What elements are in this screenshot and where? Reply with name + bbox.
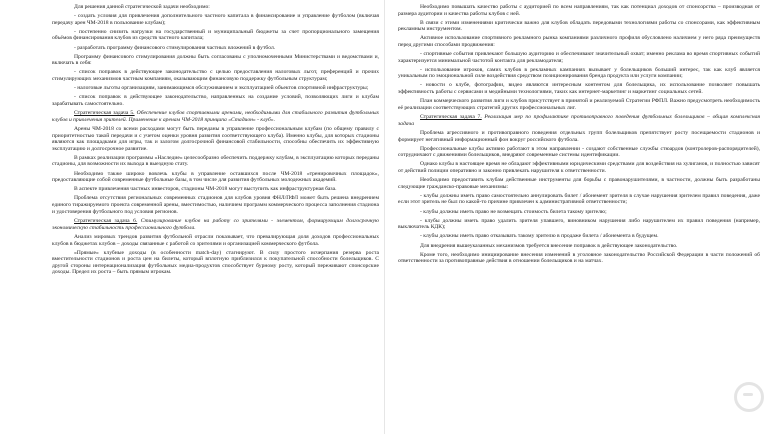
paragraph-text: В аспекте привлечения частных инвесторов, стадионы ЧМ-2018 могут выступить как инфраструктурная база. — [74, 186, 337, 193]
paragraph-text: Необходимо повышать качество работы с аудиторией по всем направлениям, так как потенциал доходов от спонсорства – производная от размера аудитории и качества работы клубов с ней. — [398, 4, 760, 17]
paragraph — [398, 146, 760, 159]
paragraph — [398, 233, 760, 240]
paragraph-text: Для решения данной стратегической задачи необходимо: — [74, 4, 210, 10]
paragraph-text: - постепенно снизить нагрузки на государственный и муниципальный бюджеты за счет пропорционального замещения объёмов финансирования клубов из средств частного капитала; — [52, 28, 379, 42]
paragraph — [398, 161, 760, 174]
paragraph-text: Активное использование спортивного рекламного рынка компаниями различного профиля обусловлено наличием у него ряда преимуществ перед другими способами продвижения: — [398, 35, 760, 48]
paragraph — [398, 218, 760, 231]
paragraph-text: Проблема отсутствия региональных современных стадионов для клубов уровня ФНЛ/ПФЛ может быть решена внедрением единого тиражируемого проекта современной арены, вместимостью, наличием программ коммерческого процесса заполнения стадиона и удостоверения футбольного под условия регионов. — [52, 195, 379, 215]
paragraph — [52, 234, 379, 247]
paragraph — [52, 94, 379, 107]
paragraph-text: Необходимо предоставить клубам действенные инструменты для борьбы с правонарушителями, в частности, должны быть разработаны следующие гражданско-правовые механизмы: — [398, 177, 760, 190]
paragraph — [398, 98, 760, 111]
paragraph — [398, 20, 760, 33]
paragraph — [52, 126, 379, 152]
paragraph-text: - разработать программу финансового стимулирования частных вложений в футбол. — [74, 44, 276, 51]
paragraph-text: Проблема агрессивного и противоправного поведения отдельных групп болельщиков препятствует росту посещаемости стадионов и формирует негативный информационный фон вокруг российского футбола. — [398, 130, 760, 143]
paragraph — [52, 54, 379, 67]
paragraph — [52, 29, 379, 42]
paragraph-text: Кроме того, необходимо инициирование внесения изменений в уголовное законодательство Российской Федерации в части положений об ответственности за противоправные действия в отношении болельщиков и на матчах. — [398, 251, 760, 265]
paragraph — [398, 67, 760, 80]
paragraph-text: - налоговые льготы организациям, занимающимся обслуживанием и эксплуатацией объектов спортивной инфраструктуры; — [74, 85, 369, 92]
paragraph-text: В рамках реализации программы «Наследие» целесообразно обеспечить поддержку клубам, в эксплуатацию которых переданы стадионы, для возможности их выхода в выездную стату. — [52, 154, 379, 168]
paragraph — [52, 218, 379, 231]
paragraph — [52, 13, 379, 26]
paragraph-text: - клубы должны иметь право отказывать такому зрителю в продаже билета / абонемента в будущем. — [420, 233, 659, 240]
paragraph-text: Для внедрения вышеуказанных механизмов требуется внесение поправок в действующее законодательство. — [420, 242, 678, 249]
paragraph-text: План коммерческого развития лиги и клубов присутствует в принятой и реализуемой Стратегии РФПЛ. Важно предусмотреть необходимость её реализации соответствующих стратегий других профессиональных лиг. — [398, 98, 760, 111]
paragraph — [52, 250, 379, 276]
task-description: Стимулирование клубов на работу со зрителями - элементом, формирующим долгосрочную экономическую стабильность профессионального футбола. — [52, 218, 379, 231]
paragraph-text: Программу финансового стимулирования должны быть согласованы с уполномоченными Министерствами и ведомствами и, включать в себя: — [52, 53, 379, 67]
paragraph — [398, 209, 760, 216]
paragraph-text: - создать условия для привлечения дополнительного частного капитала в финансирование и управление футболом (включая передачу арен ЧМ-2018 в пользование клубам); — [52, 13, 379, 26]
paragraph — [398, 243, 760, 250]
paragraph-text: Арены ЧМ-2018 со всеми расходами могут быть переданы в управление профессиональным клубам (по общему правилу с приоритетностью такой передачи и с учетом оценки уровня развития соответствующего клуба). Именно клубы, для которых стадионы являются как площадками для игры, так и залогом долгосрочной финансовой стабильности, способны обеспечить их эффективную эксплуатацию и долгосрочное развитие. — [52, 126, 379, 152]
paragraph-text: В связи с этими изменениями критически важно для клубов обладать передовыми технологиями работы со спонсорами, как эффективным рекламным инструментом. — [398, 19, 760, 33]
paragraph-text: - клубы должны иметь право не возмещать стоимость билета такому зрителю; — [420, 208, 607, 215]
task-heading: Стратегическая задача 5. — [74, 110, 135, 117]
paragraph-text: - новости о клубе, фотографии, видео являются интересным контентом для болельщика, их использование позволяет повышать эффективность работы с сервисами и медийными технологиями, таких как интернет-маркетинг и маркетинг социальных сетей. — [398, 82, 760, 95]
paragraph-text: Необходимо также широко вовлечь клубы в управление оставшихся после ЧМ-2018 «тренировочных площадок», предоставляющие собой современные футбольные базы, в том числе для развития футбольных молодежных академий. — [52, 170, 379, 184]
paragraph-text: - клубы должны иметь право самостоятельно аннулировать билет / абонемент зрителя в случае нарушения зрителем правил поведения, даже если этот зритель не был по какой-то причине привлечен к административной ответственности; — [398, 192, 760, 206]
paragraph — [52, 4, 379, 11]
paragraph — [398, 82, 760, 95]
paragraph — [398, 35, 760, 48]
paragraph — [398, 114, 760, 127]
paragraph — [398, 4, 760, 17]
paragraph-text: - использование игроков, самих клубов в рекламных кампаниях вызывает у болельщиков больший интерес, так как клуб является уникальным по эмоциональной силе воздействия средством позиционирования бренда продукта или услуги компании; — [398, 66, 760, 80]
paragraph — [52, 155, 379, 168]
paragraph-text: - клубы должны иметь право удалить зрителя упавшего, виновником нарушения либо нарушителем их правил поведения (например, выключатель КДК); — [398, 217, 760, 231]
paragraph — [52, 171, 379, 184]
paragraph — [52, 110, 379, 123]
paragraph — [398, 130, 760, 143]
paragraph — [52, 186, 379, 193]
paragraph-text: Профессиональные клубы активно работают в этом направлении - создают собственные службы стюардов (контролеров-распорядителей), сотрудничают с движениями болельщиков, внедряют современные системы идентификации. — [398, 145, 760, 159]
paragraph — [398, 51, 760, 64]
paragraph — [52, 69, 379, 82]
task-heading: Стратегическая задача 7. — [420, 114, 482, 121]
paragraph-text: - спортивные события привлекают большую аудиторию и обеспечивают значительный охват; именно реклама во время спортивных событий характеризуется минимальной частотой контакта для рекламодателя; — [398, 51, 760, 64]
paragraph — [398, 193, 760, 206]
task-description: Обеспечение клубов спортивными аренами, необходимыми для стабильного развития футбольных клубов и привлечения зрителей. Применение к аренам ЧМ-2018 принципа «Стадион» - клуб». — [52, 110, 379, 123]
paragraph-text: - список поправок в действующее законодательство с целью предоставления налоговых льгот, преференций и прочих стимулирующих механизмов частным компаниям, оказывающим финансовую поддержку футбольным структурам; — [52, 69, 379, 82]
paragraph-text: «Прямые» клубные доходы (в особенности match-day) стагнируют. В силу простого исчерпания резерва роста вместительности стадионов и роста цен на билеты, который вплотную приблизился к покупательной способности болельщиков. С другой стороны интернационализация футбольных медиа-продуктов способствует бурному росту, который переживают спонсорские доходы. Предел их роста – быть прямым игрокам. — [52, 249, 379, 276]
paragraph — [398, 177, 760, 190]
task-description: Реализация мер по профилактике противоправного поведения футбольных болельщиков – общая комплексная задача — [398, 114, 760, 127]
paragraph-text: - список поправок в действующее законодательство, направленных на создание условий, позволяющих лиги и клубам зарабатывать самостоятельно. — [52, 94, 379, 107]
paragraph-text: Однако клубы в настоящее время не обладают эффективными юридическими средствами для воздействия на хулиганов, и полностью зависят от действий полиции оперативно и законно привлекать нарушителя к ответственности. — [398, 161, 760, 175]
paragraph — [398, 252, 760, 265]
paragraph — [52, 195, 379, 215]
task-heading: Стратегическая задача 6. — [74, 218, 138, 225]
paragraph — [52, 45, 379, 52]
paragraph — [52, 85, 379, 92]
watermark-logo-icon — [734, 382, 764, 412]
paragraph-text: Анализ мировых трендов развития футбольной отрасли показывает, что превалирующая доля доходов профессиональных клубов в бюджетах клубов – доходы связанные с работой со зрителями и организацией коммерческого футбола. — [52, 233, 379, 247]
right-page — [385, 0, 770, 434]
